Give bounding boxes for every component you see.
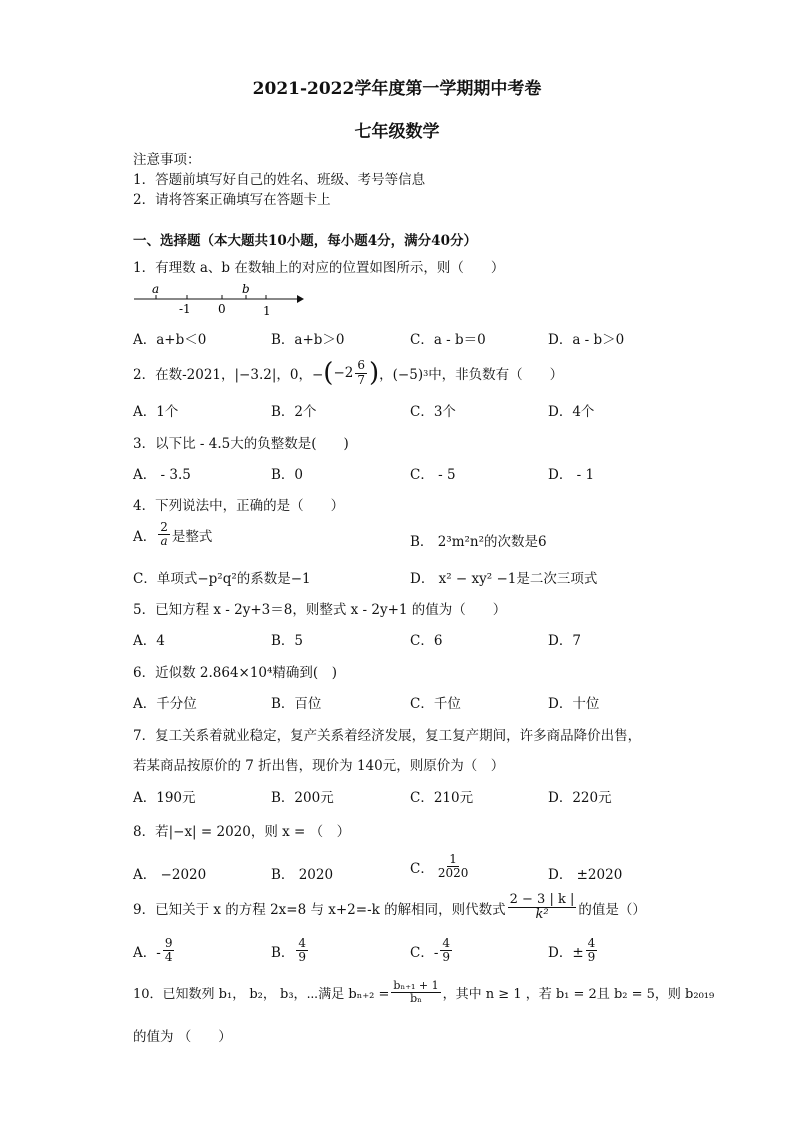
q5-option-a[interactable]: A．4: [133, 633, 165, 649]
q6-option-d[interactable]: D．十位: [548, 696, 600, 712]
q2-option-c[interactable]: C．3个: [410, 404, 456, 420]
notes-heading: 注意事项：: [133, 152, 201, 168]
q9-option-b[interactable]: B． $\frac{4}{9}$: [271, 936, 307, 965]
note-item-1: 1．答题前填写好自己的姓名、班级、考号等信息: [133, 172, 426, 188]
q7-option-d[interactable]: D．220元: [548, 790, 612, 806]
q4-option-d[interactable]: D． x² − xy² −1是二次三项式: [410, 571, 598, 587]
q9-option-c[interactable]: C．- $\frac{4}{9}$: [410, 936, 451, 965]
q7-option-c[interactable]: C．210元: [410, 790, 474, 806]
q3-option-b[interactable]: B．0: [271, 467, 304, 483]
q1-label-a: a: [152, 282, 160, 296]
q8-option-c[interactable]: C． $\frac{1}{2020}$: [410, 852, 469, 881]
q3-option-c[interactable]: C． - 5: [410, 467, 456, 483]
q9-option-a[interactable]: A．- $\frac{9}{4}$: [133, 936, 173, 965]
q2-stem: 2．在数-2021，|−3.2|，0，− ( −2 $\frac{6}{7}$ ) ，(−5) 3 中，非负数有（ ）: [133, 358, 564, 388]
q6-option-b[interactable]: B．百位: [271, 696, 322, 712]
q6-option-c[interactable]: C．千位: [410, 696, 461, 712]
q9-option-d[interactable]: D．± $\frac{4}{9}$: [548, 936, 596, 965]
q1-option-d[interactable]: D．a - b＞0: [548, 332, 625, 348]
q3-stem: 3．以下比 - 4.5大的负整数是( ): [133, 436, 349, 452]
q10-stem-line2: 的值为 （ ）: [133, 1029, 232, 1045]
q1-label-b: b: [242, 282, 250, 296]
q1-label-neg1: -1: [179, 302, 191, 316]
q6-stem: 6．近似数 2.864×10⁴精确到( ): [133, 665, 337, 681]
q7-option-a[interactable]: A．190元: [133, 790, 196, 806]
q8-option-b[interactable]: B． 2020: [271, 867, 334, 883]
q1-label-zero: 0: [218, 302, 226, 316]
q7-stem-line1: 7．复工关系着就业稳定，复产关系着经济发展，复工复产期间，许多商品降价出售，: [133, 728, 642, 744]
q1-option-c[interactable]: C．a - b＝0: [410, 332, 486, 348]
q8-stem: 8．若|−x| = 2020，则 x = （ ）: [133, 824, 351, 840]
q7-option-b[interactable]: B．200元: [271, 790, 334, 806]
q1-stem: 1．有理数 a、b 在数轴上的对应的位置如图所示，则（ ）: [133, 260, 505, 276]
exam-title: 2021-2022学年度第一学期期中考卷: [252, 79, 542, 99]
q3-option-a[interactable]: A． - 3.5: [133, 467, 191, 483]
q5-option-d[interactable]: D．7: [548, 633, 581, 649]
q5-option-b[interactable]: B．5: [271, 633, 304, 649]
note-item-2: 2．请将答案正确填写在答题卡上: [133, 192, 331, 208]
q4-option-c[interactable]: C．单项式−p²q²的系数是−1: [133, 571, 311, 587]
q4-option-b[interactable]: B． 2³m²n²的次数是6: [410, 534, 547, 550]
q1-label-one: 1: [263, 304, 271, 318]
q4-stem: 4．下列说法中，正确的是（ ）: [133, 498, 345, 514]
q8-option-a[interactable]: A． −2020: [133, 867, 207, 883]
q2-option-b[interactable]: B．2个: [271, 404, 317, 420]
q1-number-line: [132, 280, 307, 318]
exam-subtitle: 七年级数学: [354, 122, 440, 142]
q2-option-a[interactable]: A．1个: [133, 404, 179, 420]
q1-option-b[interactable]: B．a+b＞0: [271, 332, 345, 348]
q10-fraction: $\frac{\text{bₙ₊₁ + 1}}{\text{bₙ}}$: [393, 979, 439, 1006]
q3-option-d[interactable]: D． - 1: [548, 467, 595, 483]
q6-option-a[interactable]: A．千分位: [133, 696, 197, 712]
q9-fraction: $\frac{2 - 3 | k |}{\text{k²}}$: [509, 892, 575, 923]
q9-stem: 9．已知关于 x 的方程 2x=8 与 x+2=-k 的解相同，则代数式 $\frac{2 - 3 | k |}{\text{k²}}$ 的值是（）: [133, 892, 646, 923]
q2-fraction: $\frac{6}{7}$: [357, 358, 365, 387]
q5-option-c[interactable]: C．6: [410, 633, 443, 649]
q1-option-a[interactable]: A．a+b＜0: [133, 332, 207, 348]
q8-option-d[interactable]: D． ±2020: [548, 867, 623, 883]
q5-stem: 5．已知方程 x - 2y+3＝8，则整式 x - 2y+1 的值为（ ）: [133, 602, 507, 618]
q4-option-a[interactable]: A． $\frac{2}{a}$ 是整式: [133, 520, 213, 549]
q10-stem: 10．已知数列 b₁， b₂， b₃，⋯满足 bₙ₊₂ = $\frac{\text{bₙ₊₁ + 1}}{\text{bₙ}}$ ，其中 n ≥ 1 ，若 b₁ = 2且 b₂ = 5，则 b₂₀₁₉: [133, 979, 715, 1006]
q2-option-d[interactable]: D．4个: [548, 404, 595, 420]
section-heading: 一、选择题（本大题共10小题，每小题4分，满分40分）: [133, 233, 477, 249]
q7-stem-line2: 若某商品按原价的 7 折出售，现价为 140元，则原价为（ ）: [133, 758, 505, 774]
